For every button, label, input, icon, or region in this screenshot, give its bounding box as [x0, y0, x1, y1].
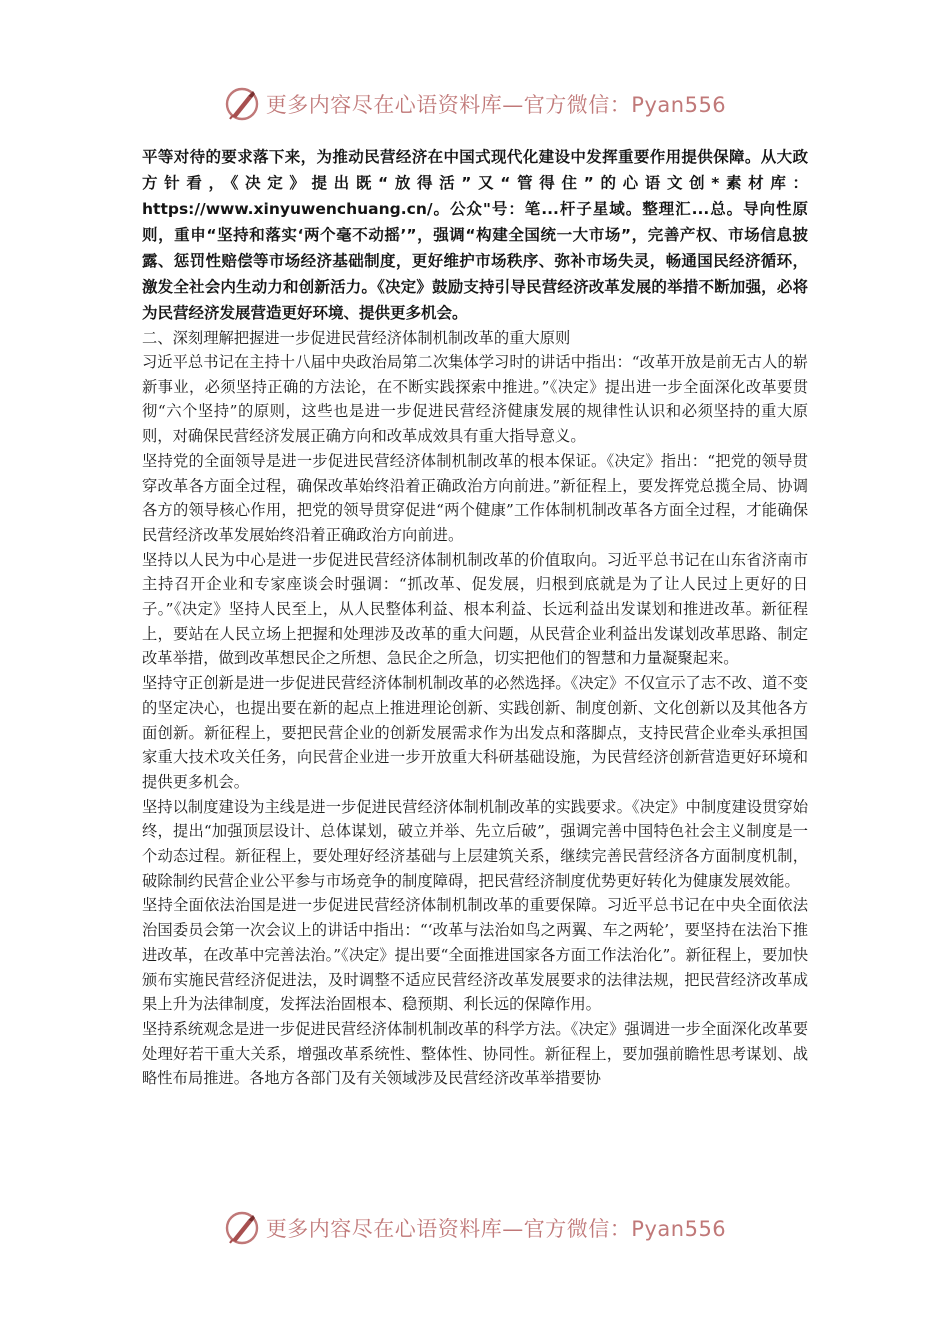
section-heading: 二、深刻理解把握进一步促进民营经济体制机制改革的重大原则: [142, 329, 571, 347]
body-paragraph: 习近平总书记在主持十八届中央政治局第二次集体学习时的讲话中指出：“改革开放是前无古人的崭新事业，必须坚持正确的方法论，在不断实践探索中推进。”《决定》提出进一步全面深化改革要贯彻“六个坚持”的原则，这些也是进一步促进民营经济健康发展的规律性认识和必须坚持的重大原则，对确保民营经济发展正确方向和改革成效具有重大指导意义。: [142, 353, 808, 446]
brush-logo-icon: [224, 86, 260, 122]
body-paragraph: 坚持全面依法治国是进一步促进民营经济体制机制改革的重要保障。习近平总书记在中央全面依法治国委员会第一次会议上的讲话中指出：“‘改革与法治如鸟之两翼、车之两轮’，要坚持在法治下推进改革，在改革中完善法治。”《决定》提出要“全面推进国家各方面工作法治化”。新征程上，要加快颁布实施民营经济促进法，及时调整不适应民营经济改革发展要求的法律法规，把民营经济改革成果上升为法律制度，发挥法治固根本、稳预期、利长远的保障作用。: [142, 896, 808, 1014]
body-paragraph: 坚持党的全面领导是进一步促进民营经济体制机制改革的根本保证。《决定》指出：“把党的领导贯穿改革各方面全过程，确保改革始终沿着正确政治方向前进。”新征程上，要发挥党总揽全局、协调各方的领导核心作用，把党的领导贯穿促进“两个健康”工作体制机制改革各方面全过程，才能确保民营经济改革发展始终沿着正确政治方向前进。: [142, 451, 808, 544]
body-paragraph: 坚持守正创新是进一步促进民营经济体制机制改革的必然选择。《决定》不仅宣示了志不改、道不变的坚定决心，也提出要在新的起点上推进理论创新、实践创新、制度创新、文化创新以及其他各方面创新。新征程上，要把民营企业的创新发展需求作为出发点和落脚点，支持民营企业牵头承担国家重大技术攻关任务，向民营企业进一步开放重大科研基础设施，为民营经济创新营造更好环境和提供更多机会。: [142, 674, 808, 791]
header-banner: [0, 84, 950, 124]
footer-banner-text: 更多内容尽在心语资料库—官方微信：Pyan556: [265, 1217, 727, 1241]
body-paragraph: 坚持以人民为中心是进一步促进民营经济体制机制改革的价值取向。习近平总书记在山东省济南市主持召开企业和专家座谈会时强调：“抓改革、促发展，归根到底就是为了让人民过上更好的日子。”《决定》坚持人民至上，从人民整体利益、根本利益、长远利益出发谋划和推进改革。新征程上，要站在人民立场上把握和处理涉及改革的重大问题，从民营企业利益出发谋划改革思路、制定改革举措，做到改革想民企之所想、急民企之所急，切实把他们的智慧和力量凝聚起来。: [142, 550, 808, 668]
document-body: [142, 144, 808, 1091]
body-paragraph: 坚持以制度建设为主线是进一步促进民营经济体制机制改革的实践要求。《决定》中制度建设贯穿始终，提出“加强顶层设计、总体谋划，破立并举、先立后破”，强调完善中国特色社会主义制度是一个动态过程。新征程上，要处理好经济基础与上层建筑关系，继续完善民营经济各方面制度机制，破除制约民营企业公平参与市场竞争的制度障碍，把民营经济制度优势更好转化为健康发展效能。: [142, 797, 808, 890]
lead-paragraph: 平等对待的要求落下来，为推动民营经济在中国式现代化建设中发挥重要作用提供保障。从大政方针看，《决定》提出既“放得活”又“管得住”的心语文创*素材库：https://www.xinyuwenchuang.cn/。公众"号：笔...杆子星域。整理汇...总。导向性原则，重申“坚持和落实‘两个毫不动摇’”，强调“构建全国统一大市场”，完善产权、市场信息披露、惩罚性赔偿等市场经济基础制度，更好维护市场秩序、弥补市场失灵，畅通国民经济循环，激发全社会内生动力和创新活力。《决定》鼓励支持引导民营经济改革发展的举措不断加强，必将为民营经济发展营造更好环境、提供更多机会。: [142, 148, 808, 322]
body-paragraph: 坚持系统观念是进一步促进民营经济体制机制改革的科学方法。《决定》强调进一步全面深化改革要处理好若干重大关系，增强改革系统性、整体性、协同性。新征程上，要加强前瞻性思考谋划、战略性布局推进。各地方各部门及有关领域涉及民营经济改革举措要协: [142, 1019, 808, 1088]
brush-logo-icon: [224, 1210, 260, 1246]
footer-banner: [0, 1208, 950, 1248]
header-banner-text: 更多内容尽在心语资料库—官方微信：Pyan556: [265, 93, 727, 117]
